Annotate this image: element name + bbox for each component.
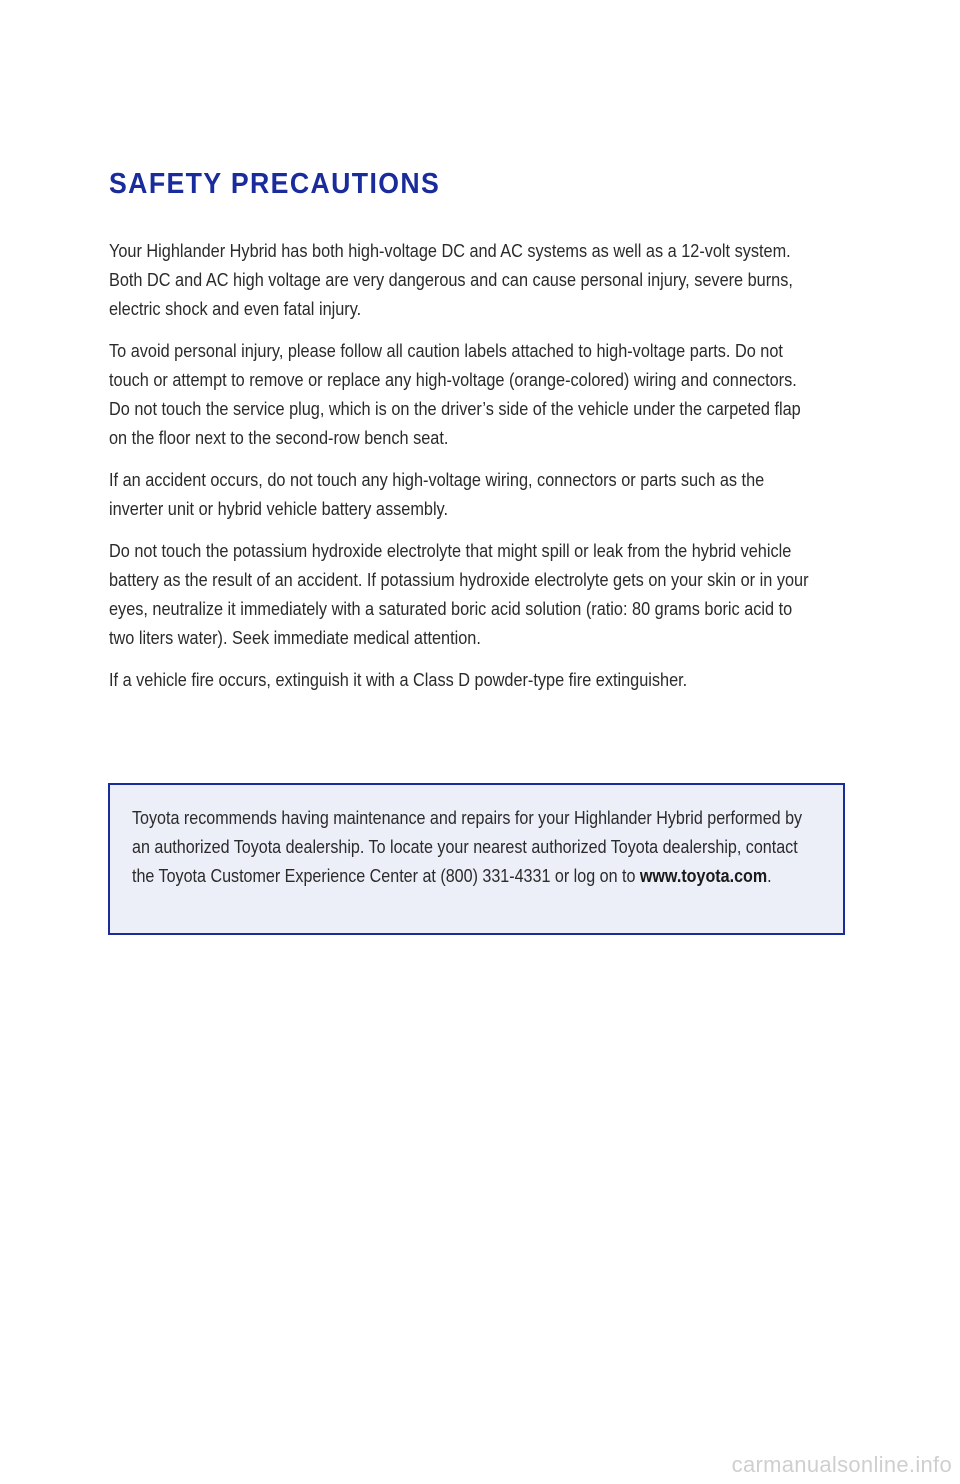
- toyota-website-link[interactable]: www.toyota.com: [639, 865, 768, 886]
- paragraph-fire: If a vehicle fire occurs, extinguish it with a Class D powder-type fire extinguisher.: [109, 669, 688, 690]
- page-title: SAFETY PRECAUTIONS: [109, 168, 441, 200]
- paragraph-caution-labels: To avoid personal injury, please follow all caution labels attached to high-voltage parts. Do not touch or attempt to remove or replace any high-voltage (orange-colored) wiring and connectors. Do not touch the service plug, which is on the driver’s side of the vehicle under the carpeted flap on the floor next to the second-row bench seat.: [109, 340, 801, 448]
- dealership-notice-box: [108, 783, 845, 935]
- watermark: carmanualsonline.info: [731, 1452, 952, 1477]
- notice-text: [132, 803, 815, 890]
- safety-body: [109, 236, 813, 707]
- paragraph-accident: If an accident occurs, do not touch any high-voltage wiring, connectors or parts such as the inverter unit or hybrid vehicle battery assembly.: [109, 469, 765, 519]
- notice-end: .: [767, 865, 772, 886]
- paragraph-electrolyte: Do not touch the potassium hydroxide electrolyte that might spill or leak from the hybrid vehicle battery as the result of an accident. If potassium hydroxide electrolyte gets on your skin or in your eyes, neutralize it immediately with a saturated boric acid solution (ratio: 80 grams boric acid to two liters water). Seek immediate medical attention.: [109, 540, 809, 648]
- notice-body: Toyota recommends having maintenance and repairs for your Highlander Hybrid performed by an authorized Toyota dealership. To locate your nearest authorized Toyota dealership, contact the Toyota Customer Experience Center at (800) 331-4331 or log on to: [132, 807, 803, 886]
- paragraph-high-voltage-systems: Your Highlander Hybrid has both high-voltage DC and AC systems as well as a 12-volt system. Both DC and AC high voltage are very dangerous and can cause personal injury, severe burns, electric shock and even fatal injury.: [109, 240, 793, 319]
